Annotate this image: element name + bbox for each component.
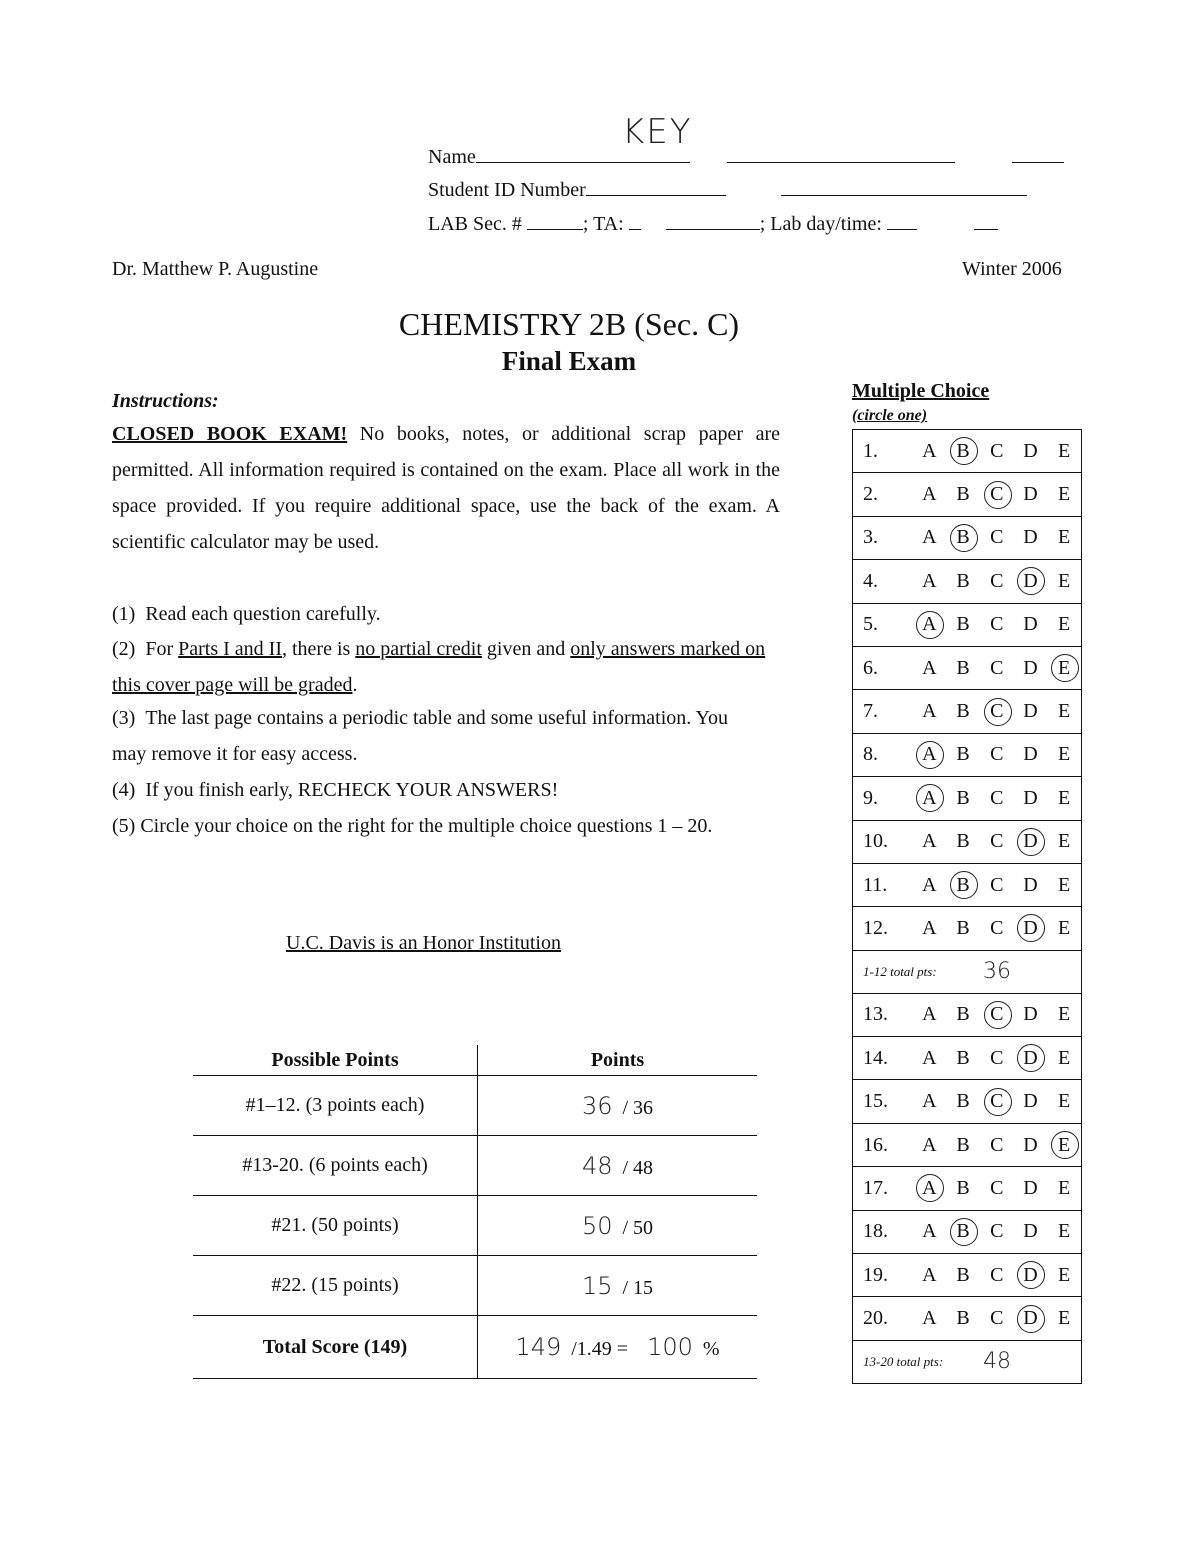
mc-question-number: 7.: [863, 700, 878, 723]
mc-option[interactable]: E: [1058, 613, 1071, 636]
mc-option[interactable]: D: [1023, 1133, 1038, 1156]
mc-question-row: [853, 1297, 1081, 1340]
mc-option[interactable]: C: [990, 439, 1004, 462]
mc-question-row: [853, 647, 1081, 690]
instruction-item-3: (3) The last page contains a periodic table and some useful information. You may remove it for easy access.: [112, 707, 728, 765]
mc-option-circled[interactable]: A: [913, 1177, 947, 1200]
mc-option-circled[interactable]: B: [946, 440, 980, 463]
mc-question-number: 14.: [863, 1046, 888, 1069]
mc-option[interactable]: E: [1058, 1263, 1071, 1286]
instructions-heading: Instructions:: [112, 390, 219, 412]
mc-option[interactable]: A: [922, 1263, 937, 1286]
mc-option[interactable]: A: [922, 916, 937, 939]
mc-option[interactable]: D: [1023, 743, 1038, 766]
mc-option-circled[interactable]: A: [913, 787, 947, 810]
student-id-field[interactable]: Student ID Number: [428, 177, 1027, 202]
mc-question-row: [853, 1124, 1081, 1167]
mc-option[interactable]: C: [990, 1307, 1004, 1330]
mc-subtotal-1-12-label: 1-12 total pts:: [863, 963, 937, 979]
mc-option[interactable]: E: [1058, 569, 1071, 592]
mc-option-circled[interactable]: B: [946, 1220, 980, 1243]
mc-option[interactable]: B: [956, 786, 970, 809]
mc-option[interactable]: A: [922, 569, 937, 592]
mc-option[interactable]: A: [922, 1003, 937, 1026]
mc-option-circled[interactable]: C: [980, 1090, 1014, 1113]
mc-question-number: 15.: [863, 1090, 888, 1113]
mc-question-number: 5.: [863, 613, 878, 636]
mc-question-number: 13.: [863, 1003, 888, 1026]
mc-option[interactable]: B: [956, 1003, 970, 1026]
mc-option-circled[interactable]: D: [1014, 1047, 1048, 1070]
mc-option-circled[interactable]: C: [980, 1003, 1014, 1026]
mc-option[interactable]: B: [956, 1263, 970, 1286]
mc-option[interactable]: A: [922, 1307, 937, 1330]
mc-option[interactable]: A: [922, 1133, 937, 1156]
mc-option[interactable]: D: [1023, 1176, 1038, 1199]
mc-heading: Multiple Choice: [852, 380, 990, 402]
mc-option[interactable]: E: [1058, 1307, 1071, 1330]
instruction-item-1: (1) Read each question carefully.: [112, 603, 381, 625]
mc-question-number: 8.: [863, 743, 878, 766]
mc-option-circled[interactable]: C: [980, 483, 1014, 506]
mc-subheading: (circle one): [852, 407, 928, 424]
header-possible-points: Possible Points: [193, 1045, 478, 1076]
score-row: #22. (15 points) 15 / 15: [193, 1256, 757, 1316]
mc-option[interactable]: E: [1058, 1090, 1071, 1113]
mc-option[interactable]: E: [1058, 526, 1071, 549]
mc-question-row: [853, 1211, 1081, 1254]
score-row: #13-20. (6 points each) 48 / 48: [193, 1136, 757, 1196]
lab-section-field[interactable]: LAB Sec. # ; TA: ; Lab day/time:: [428, 211, 998, 236]
mc-option[interactable]: D: [1023, 873, 1038, 896]
mc-option[interactable]: E: [1058, 1220, 1071, 1243]
mc-option[interactable]: C: [990, 1220, 1004, 1243]
mc-option[interactable]: B: [956, 1176, 970, 1199]
mc-option[interactable]: E: [1058, 439, 1071, 462]
mc-option[interactable]: A: [922, 830, 937, 853]
mc-question-number: 2.: [863, 483, 878, 506]
exam-title: Final Exam: [501, 346, 637, 376]
mc-question-row: [853, 994, 1081, 1037]
mc-question-row: [853, 473, 1081, 516]
name-value-handwritten: KEY: [622, 112, 693, 152]
mc-option[interactable]: E: [1058, 786, 1071, 809]
mc-question-row: [853, 777, 1081, 820]
mc-option[interactable]: E: [1058, 743, 1071, 766]
mc-option[interactable]: D: [1023, 656, 1038, 679]
mc-option-circled[interactable]: B: [946, 874, 980, 897]
mc-option[interactable]: A: [922, 1046, 937, 1069]
mc-option[interactable]: E: [1058, 1046, 1071, 1069]
instruction-item-4: (4) If you finish early, RECHECK YOUR ANSWERS!: [112, 779, 559, 801]
mc-subtotal-13-20: [853, 1341, 1081, 1384]
mc-question-number: 19.: [863, 1263, 888, 1286]
mc-option[interactable]: E: [1058, 483, 1071, 506]
mc-option[interactable]: D: [1023, 439, 1038, 462]
mc-option[interactable]: A: [922, 873, 937, 896]
mc-option-circled[interactable]: C: [980, 700, 1014, 723]
mc-option-circled[interactable]: E: [1047, 657, 1081, 680]
mc-option[interactable]: C: [990, 873, 1004, 896]
mc-option[interactable]: C: [990, 916, 1004, 939]
mc-option[interactable]: E: [1058, 1176, 1071, 1199]
mc-option[interactable]: C: [990, 1046, 1004, 1069]
mc-option-circled[interactable]: B: [946, 526, 980, 549]
mc-option[interactable]: D: [1023, 1220, 1038, 1243]
mc-question-number: 6.: [863, 656, 878, 679]
score-table-header: [193, 1045, 757, 1076]
mc-question-number: 1.: [863, 439, 878, 462]
mc-option[interactable]: A: [922, 439, 937, 462]
mc-question-number: 4.: [863, 569, 878, 592]
mc-option[interactable]: C: [990, 1263, 1004, 1286]
mc-option[interactable]: D: [1023, 700, 1038, 723]
mc-option[interactable]: E: [1058, 873, 1071, 896]
mc-option-circled[interactable]: D: [1014, 570, 1048, 593]
mc-question-row: [853, 430, 1081, 473]
mc-option[interactable]: B: [956, 1090, 970, 1113]
mc-option[interactable]: C: [990, 830, 1004, 853]
mc-question-row: [853, 604, 1081, 647]
mc-question-number: 20.: [863, 1307, 888, 1330]
mc-answer-grid: [852, 429, 1082, 1384]
mc-option[interactable]: B: [956, 613, 970, 636]
instructor-name: Dr. Matthew P. Augustine: [112, 258, 319, 280]
total-score-row: Total Score (149) 149 /1.49 = 100 %: [193, 1316, 757, 1379]
exam-term: Winter 2006: [962, 258, 1062, 280]
mc-option[interactable]: D: [1023, 1003, 1038, 1026]
mc-option[interactable]: B: [956, 830, 970, 853]
instructions-paragraph: CLOSED BOOK EXAM! No books, notes, or additional scrap paper are permitted. All information required is contained on the exam. Place all work in the space provided. If you require additional space, use the back of the exam. A scientific calculator may be used.: [112, 423, 780, 553]
mc-question-row: [853, 907, 1081, 950]
header-points: Points: [478, 1045, 758, 1076]
mc-option[interactable]: B: [956, 656, 970, 679]
instruction-item-2: (2) For Parts I and II, there is no partial credit given and only answers marked on this cover page will be graded.: [112, 638, 766, 696]
mc-option[interactable]: A: [922, 1220, 937, 1243]
mc-subtotal-1-12: [853, 951, 1081, 994]
mc-option[interactable]: D: [1023, 786, 1038, 809]
mc-option-circled[interactable]: D: [1014, 1307, 1048, 1330]
score-row: #21. (50 points) 50 / 50: [193, 1196, 757, 1256]
mc-option[interactable]: A: [922, 526, 937, 549]
mc-question-row: [853, 690, 1081, 733]
mc-option[interactable]: B: [956, 1133, 970, 1156]
mc-option[interactable]: B: [956, 700, 970, 723]
mc-option-circled[interactable]: D: [1014, 917, 1048, 940]
mc-option[interactable]: C: [990, 786, 1004, 809]
score-row: #1–12. (3 points each) 36 / 36: [193, 1076, 757, 1136]
mc-subtotal-13-20-value: 48: [983, 1349, 1011, 1375]
mc-option[interactable]: B: [956, 483, 970, 506]
mc-option[interactable]: D: [1023, 483, 1038, 506]
mc-question-number: 12.: [863, 916, 888, 939]
mc-option[interactable]: C: [990, 526, 1004, 549]
mc-question-row: [853, 734, 1081, 777]
mc-option[interactable]: C: [990, 613, 1004, 636]
mc-option[interactable]: B: [956, 1046, 970, 1069]
mc-question-number: 11.: [863, 873, 888, 896]
mc-question-row: [853, 864, 1081, 907]
mc-question-number: 10.: [863, 830, 888, 853]
mc-option[interactable]: B: [956, 1307, 970, 1330]
mc-option-circled[interactable]: A: [913, 743, 947, 766]
mc-option[interactable]: A: [922, 700, 937, 723]
mc-option[interactable]: C: [990, 1133, 1004, 1156]
mc-option[interactable]: C: [990, 656, 1004, 679]
mc-option[interactable]: C: [990, 743, 1004, 766]
instruction-item-5: (5) Circle your choice on the right for the multiple choice questions 1 – 20.: [112, 815, 713, 837]
mc-question-row: [853, 1167, 1081, 1210]
mc-option[interactable]: A: [922, 1090, 937, 1113]
mc-question-row: [853, 1037, 1081, 1080]
mc-option[interactable]: B: [956, 916, 970, 939]
mc-option[interactable]: D: [1023, 526, 1038, 549]
mc-option[interactable]: C: [990, 1176, 1004, 1199]
mc-option[interactable]: D: [1023, 613, 1038, 636]
mc-option[interactable]: E: [1058, 700, 1071, 723]
mc-option[interactable]: C: [990, 569, 1004, 592]
mc-option[interactable]: E: [1058, 1003, 1071, 1026]
mc-option[interactable]: E: [1058, 916, 1071, 939]
mc-question-row: [853, 517, 1081, 560]
mc-question-row: [853, 821, 1081, 864]
mc-question-number: 3.: [863, 526, 878, 549]
mc-question-row: [853, 1080, 1081, 1123]
mc-question-row: [853, 560, 1081, 603]
name-field[interactable]: Name: [428, 144, 1064, 169]
mc-option[interactable]: D: [1023, 1090, 1038, 1113]
mc-option[interactable]: B: [956, 743, 970, 766]
mc-option-circled[interactable]: E: [1047, 1134, 1081, 1157]
mc-subtotal-1-12-value: 36: [983, 959, 1011, 985]
mc-question-number: 16.: [863, 1133, 888, 1156]
mc-question-number: 18.: [863, 1220, 888, 1243]
mc-option[interactable]: A: [922, 483, 937, 506]
mc-question-row: [853, 1254, 1081, 1297]
mc-subtotal-13-20-label: 13-20 total pts:: [863, 1353, 944, 1369]
mc-option[interactable]: E: [1058, 830, 1071, 853]
mc-option-circled[interactable]: D: [1014, 830, 1048, 853]
mc-question-number: 17.: [863, 1176, 888, 1199]
mc-option-circled[interactable]: D: [1014, 1264, 1048, 1287]
mc-option[interactable]: A: [922, 656, 937, 679]
mc-option[interactable]: B: [956, 569, 970, 592]
honor-statement: U.C. Davis is an Honor Institution: [286, 932, 561, 954]
mc-question-number: 9.: [863, 786, 878, 809]
course-title: CHEMISTRY 2B (Sec. C): [398, 306, 740, 342]
mc-option-circled[interactable]: A: [913, 613, 947, 636]
score-table: [193, 1045, 757, 1379]
